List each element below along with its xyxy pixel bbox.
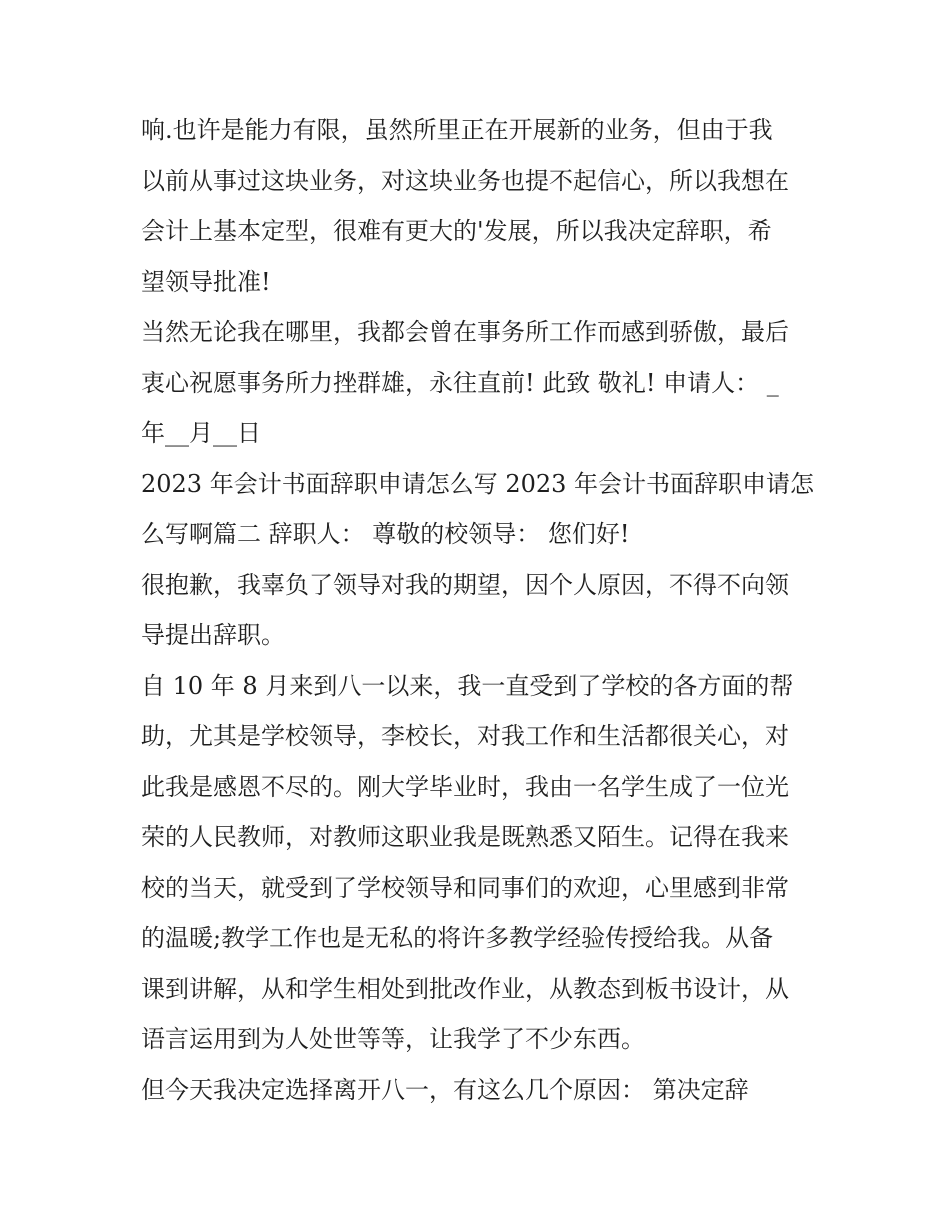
document-body bbox=[141, 105, 821, 1115]
text-line: 2023 年会计书面辞职申请怎么写 2023 年会计书面辞职申请怎 bbox=[141, 469, 815, 498]
text-line: 助，尤其是学校领导，李校长，对我工作和生活都很关心，对 bbox=[141, 722, 789, 750]
text-line: 导提出辞职。 bbox=[141, 621, 285, 649]
text-line: 响.也许是能力有限，虽然所里正在开展新的业务，但由于我 bbox=[141, 116, 773, 144]
text-line: 语言运用到为人处世等等，让我学了不少东西。 bbox=[141, 1025, 645, 1053]
text-line: 当然无论我在哪里，我都会曾在事务所工作而感到骄傲，最后 bbox=[141, 318, 789, 346]
text-line: 么写啊篇二 辞职人： 尊敬的校领导： 您们好! bbox=[141, 520, 630, 548]
text-line: 此我是感恩不尽的。刚大学毕业时，我由一名学生成了一位光 bbox=[141, 772, 789, 801]
text-line: 荣的人民教师，对教师这职业我是既熟悉又陌生。记得在我来 bbox=[141, 823, 789, 851]
text-line: 校的当天，就受到了学校领导和同事们的欢迎，心里感到非常 bbox=[141, 873, 789, 902]
text-line: 很抱歉，我辜负了领导对我的期望，因个人原因，不得不向领 bbox=[141, 570, 789, 599]
text-line: 的温暖;教学工作也是无私的将许多教学经验传授给我。从备 bbox=[141, 924, 774, 952]
text-line: 望领导批准! bbox=[141, 267, 271, 296]
text-line: 衷心祝愿事务所力挫群雄，永往直前! 此致 敬礼! 申请人： _ bbox=[141, 368, 779, 397]
text-line: 会计上基本定型，很难有更大的'发展，所以我决定辞职，希 bbox=[141, 217, 772, 245]
text-line: 但今天我决定选择离开八一，有这么几个原因： 第决定辞 bbox=[141, 1075, 749, 1104]
text-line: 以前从事过这块业务，对这块业务也提不起信心，所以我想在 bbox=[141, 166, 789, 195]
text-line: 自 10 年 8 月来到八一以来，我一直受到了学校的各方面的帮 bbox=[141, 671, 794, 700]
text-line: 年__月__日 bbox=[141, 419, 261, 447]
text-line: 课到讲解，从和学生相处到批改作业，从教态到板书设计，从 bbox=[141, 974, 789, 1003]
